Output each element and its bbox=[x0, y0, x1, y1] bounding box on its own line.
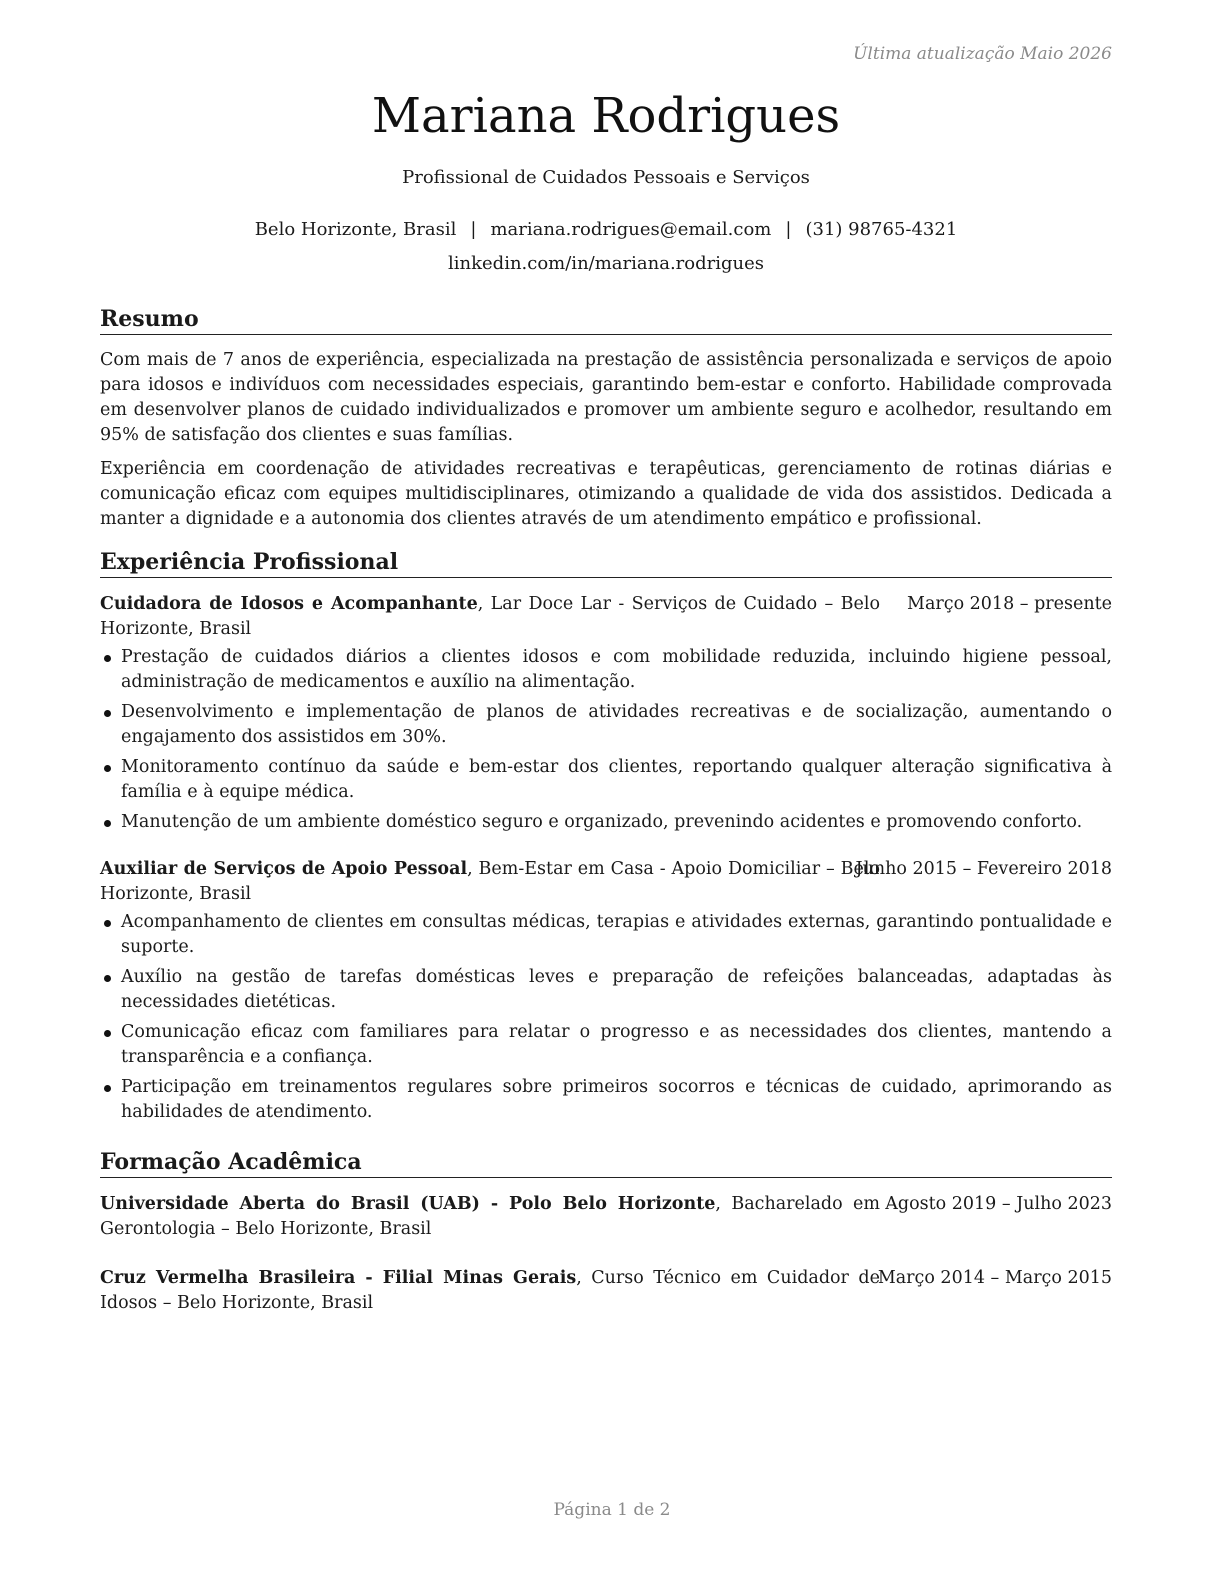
education-dates: Março 2014 – Março 2015 bbox=[877, 1268, 1112, 1288]
bullet-item: Participação em treinamentos regulares sobre primeiros socorros e técnicas de cuidado, aprimorando as habilidades de atendimento. bbox=[100, 1075, 1112, 1125]
last-updated: Última atualização Maio 2026 bbox=[853, 44, 1112, 64]
contact-line bbox=[100, 219, 1112, 240]
section-title-summary: Resumo bbox=[100, 306, 1112, 335]
section-title-education: Formação Acadêmica bbox=[100, 1149, 1112, 1178]
separator: | bbox=[785, 219, 792, 240]
separator: | bbox=[470, 219, 477, 240]
degree: , Curso Técnico em Cuidador de Idosos – Belo Horizonte, Brasil bbox=[100, 1268, 880, 1313]
school-name: Universidade Aberta do Brasil (UAB) - Polo Belo Horizonte bbox=[100, 1194, 716, 1214]
job-entry bbox=[100, 592, 1112, 835]
education-header bbox=[100, 1266, 1112, 1316]
job-role: Cuidadora de Idosos e Acompanhante bbox=[100, 594, 478, 614]
education-entry bbox=[100, 1266, 1112, 1316]
candidate-name: Mariana Rodrigues bbox=[371, 88, 841, 144]
phone: (31) 98765-4321 bbox=[805, 219, 958, 240]
education-entry bbox=[100, 1192, 1112, 1242]
education-section bbox=[100, 1149, 1112, 1316]
bullet-item: Desenvolvimento e implementação de planos de atividades recreativas e de socialização, aumentando o engajamento dos assistidos em 30%. bbox=[100, 700, 1112, 750]
job-header bbox=[100, 592, 1112, 642]
job-title-line bbox=[100, 857, 880, 907]
job-entry bbox=[100, 857, 1112, 1125]
email-link[interactable]: mariana.rodrigues@email.com bbox=[490, 219, 772, 240]
job-bullets bbox=[100, 645, 1112, 835]
section-title-experience: Experiência Profissional bbox=[100, 549, 1112, 578]
job-role: Auxiliar de Serviços de Apoio Pessoal bbox=[100, 859, 468, 879]
job-dates: Junho 2015 – Fevereiro 2018 bbox=[855, 859, 1112, 879]
bullet-item: Comunicação eficaz com familiares para relatar o progresso e as necessidades dos clientes, mantendo a transparência e a confiança. bbox=[100, 1020, 1112, 1070]
experience-section bbox=[100, 549, 1112, 1130]
job-title-line bbox=[100, 592, 880, 642]
page-number: Página 1 de 2 bbox=[553, 1500, 671, 1520]
education-line bbox=[100, 1192, 880, 1242]
education-dates: Agosto 2019 – Julho 2023 bbox=[885, 1194, 1112, 1214]
degree: , Bacharelado em Gerontologia – Belo Horizonte, Brasil bbox=[100, 1194, 880, 1239]
job-org: , Bem-Estar em Casa - Apoio Domiciliar – Belo Horizonte, Brasil bbox=[100, 859, 880, 904]
resume-page bbox=[100, 0, 1112, 1584]
job-header bbox=[100, 857, 1112, 907]
bullet-item: Monitoramento contínuo da saúde e bem-estar dos clientes, reportando qualquer alteração significativa à família e à equipe médica. bbox=[100, 755, 1112, 805]
education-header bbox=[100, 1192, 1112, 1242]
bullet-item: Prestação de cuidados diários a clientes idosos e com mobilidade reduzida, incluindo higiene pessoal, administração de medicamentos e auxílio na alimentação. bbox=[100, 645, 1112, 695]
summary-section bbox=[100, 306, 1112, 532]
location: Belo Horizonte, Brasil bbox=[254, 219, 457, 240]
job-bullets bbox=[100, 910, 1112, 1125]
school-name: Cruz Vermelha Brasileira - Filial Minas Gerais bbox=[100, 1268, 577, 1288]
education-line bbox=[100, 1266, 880, 1316]
job-org: , Lar Doce Lar - Serviços de Cuidado – Belo Horizonte, Brasil bbox=[100, 594, 880, 639]
headline: Profissional de Cuidados Pessoais e Serviços bbox=[402, 167, 810, 188]
linkedin-link[interactable]: linkedin.com/in/mariana.rodrigues bbox=[448, 253, 764, 274]
bullet-item: Auxílio na gestão de tarefas domésticas leves e preparação de refeições balanceadas, adaptadas às necessidades dietéticas. bbox=[100, 965, 1112, 1015]
bullet-item: Manutenção de um ambiente doméstico seguro e organizado, prevenindo acidentes e promovendo conforto. bbox=[100, 810, 1112, 835]
summary-paragraph: Experiência em coordenação de atividades recreativas e terapêuticas, gerenciamento de rotinas diárias e comunicação eficaz com equipes multidisciplinares, otimizando a qualidade de vida dos assistidos. Dedicada a manter a dignidade e a autonomia dos clientes através de um atendimento empático e profissional. bbox=[100, 459, 1112, 529]
job-dates: Março 2018 – presente bbox=[907, 594, 1112, 614]
bullet-item: Acompanhamento de clientes em consultas médicas, terapias e atividades externas, garantindo pontualidade e suporte. bbox=[100, 910, 1112, 960]
summary-paragraph: Com mais de 7 anos de experiência, especializada na prestação de assistência personalizada e serviços de apoio para idosos e indivíduos com necessidades especiais, garantindo bem-estar e conforto. Habilidade comprovada em desenvolver planos de cuidado individualizados e promover um ambiente seguro e acolhedor, resultando em 95% de satisfação dos clientes e suas famílias. bbox=[100, 350, 1112, 445]
